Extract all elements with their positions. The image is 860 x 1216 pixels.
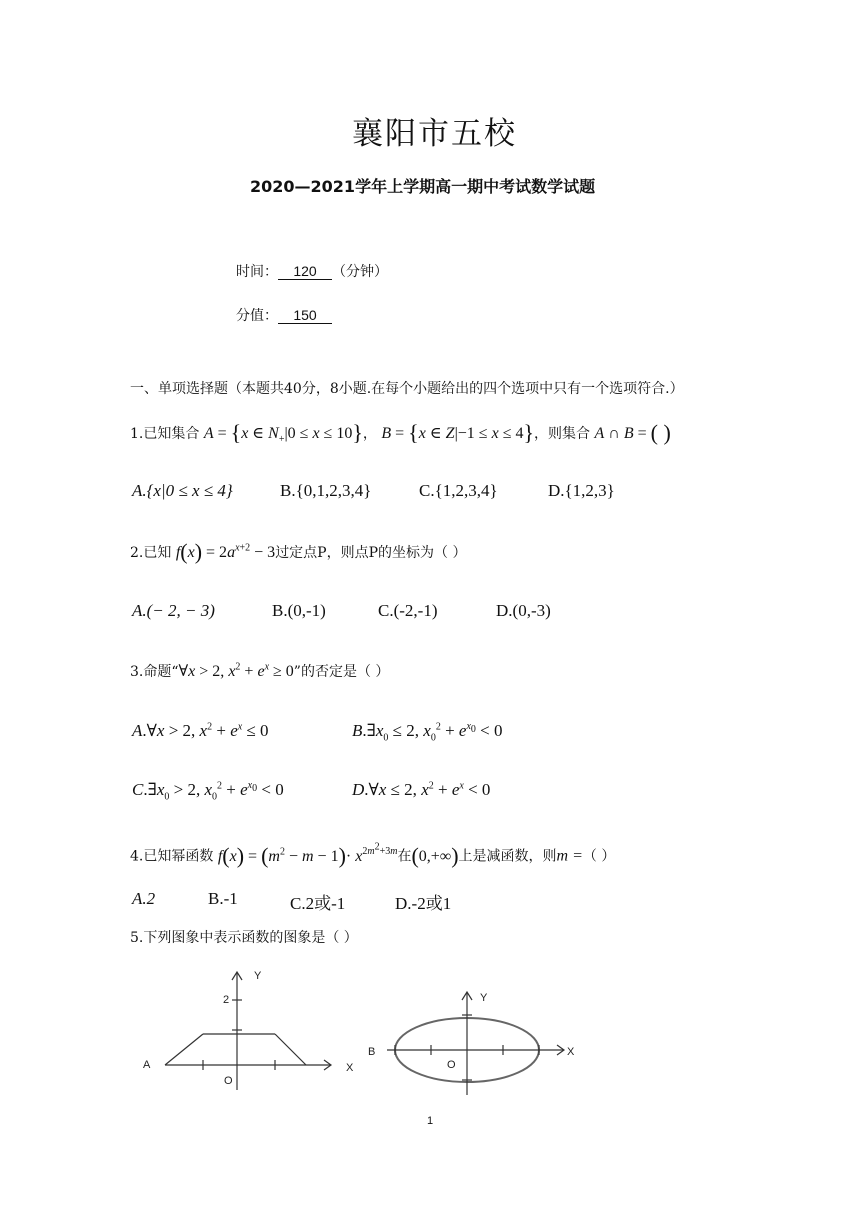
q2-option-c: C.(-2,-1) xyxy=(378,601,438,620)
q3-option-b: $B.\exists x_0 \le 2$, $x_0^2 + e^{x_0} < 0$ xyxy=(352,721,503,744)
score-value: 150 xyxy=(278,307,332,324)
graph-a-left-slope xyxy=(165,1034,203,1065)
q4-option-d: D.-2或1 xyxy=(395,894,452,913)
time-value: 120 xyxy=(278,263,332,280)
q4-interval: (0,+∞) xyxy=(411,842,459,868)
question-1 xyxy=(130,420,671,446)
graph-a-y-label: Y xyxy=(254,970,262,982)
q4-m-equals: m = xyxy=(556,847,583,865)
page-number: 1 xyxy=(427,1115,434,1127)
graph-b-origin: O xyxy=(447,1059,456,1071)
q1-comma: ， xyxy=(362,426,377,442)
time-label: 时间： xyxy=(236,264,278,280)
section-heading: 一、单项选择题（本题共40分，8小题.在每个小题给出的四个选项中只有一个选项符合.） xyxy=(130,381,684,397)
q1-tail: ，则集合 xyxy=(534,426,591,442)
q1-option-d: D.{1,2,3} xyxy=(548,481,615,500)
q1-option-c: C.{1,2,3,4} xyxy=(419,481,498,500)
q2-option-a: A.(− 2, − 3) xyxy=(132,601,215,620)
graph-a-right-slope xyxy=(275,1034,306,1065)
graph-b-y-label: Y xyxy=(480,992,488,1004)
graph-b-x-label: X xyxy=(567,1046,575,1058)
question-2 xyxy=(130,539,466,565)
exam-title: 2020—2021学年上学期高一期中考试数学试题 xyxy=(250,177,596,196)
q3-option-d: D.∀x ≤ 2, $x^2 + e^x < 0$ xyxy=(352,780,491,799)
q1-paren: ( ) xyxy=(650,420,671,445)
q4-tail: （ ） xyxy=(582,848,616,865)
q4-mid2: 上是减函数，则 xyxy=(458,848,557,865)
graph-a-x-label: X xyxy=(346,1062,354,1074)
graph-a-label: A xyxy=(143,1059,151,1071)
q2-tail: 过定点P，则点P的坐标为（ ） xyxy=(275,545,467,561)
q2-option-d: D.(0,-3) xyxy=(496,601,551,620)
q3-number: 3.命题“ xyxy=(130,664,179,680)
school-title: 襄阳市五校 xyxy=(352,116,517,152)
exam-time xyxy=(236,261,388,281)
q1-set-a: A = {x ∈ $N_+|0 \le x \le 10$} xyxy=(203,420,363,446)
q1-option-b: B.{0,1,2,3,4} xyxy=(280,481,372,500)
graph-b-label: B xyxy=(368,1046,376,1058)
graph-a-tick-label: 2 xyxy=(223,994,230,1006)
q3-proposition: ∀x > 2, $x^2 + e^x \ge 0$ xyxy=(178,661,294,680)
q4-option-b: B.-1 xyxy=(208,889,238,908)
q4-function: $f(x) = (m^2 - m - 1)\cdot x^{2m^2+3m}$ xyxy=(217,842,398,868)
q1-intersection: A ∩ B = xyxy=(594,425,651,442)
graph-a-origin: O xyxy=(224,1075,233,1087)
score-label: 分值： xyxy=(236,308,278,324)
q1-number: 1.已知集合 xyxy=(130,426,200,442)
exam-score xyxy=(236,305,332,325)
q1-option-a: A.{x|0 ≤ x ≤ 4} xyxy=(132,481,233,500)
q1-set-b: B = {x ∈ Z|−1 ≤ x ≤ 4} xyxy=(381,420,535,445)
q2-function: $f(x) = 2a^{x+2} - 3$ xyxy=(175,539,276,564)
q4-option-c: C.2或-1 xyxy=(290,894,346,913)
q4-number: 4.已知幂函数 xyxy=(130,848,214,865)
graph-a xyxy=(135,965,365,1095)
q2-number: 2.已知 xyxy=(130,545,172,561)
time-unit: （分钟） xyxy=(332,264,388,280)
q4-option-a: A.2 xyxy=(132,889,156,908)
q3-tail: ”的否定是（ ） xyxy=(293,664,390,680)
q3-option-a: A.∀x > 2, $x^2 + e^x \le 0$ xyxy=(132,721,269,740)
q4-mid: 在 xyxy=(397,848,412,865)
question-4 xyxy=(130,842,615,869)
question-5: 5.下列图象中表示函数的图象是（ ） xyxy=(130,930,358,946)
q2-option-b: B.(0,-1) xyxy=(272,601,326,620)
q3-option-c: $C.\exists x_0 > 2$, $x_0^2 + e^{x_0} < 0$ xyxy=(132,780,284,803)
graph-b xyxy=(365,985,585,1110)
question-3 xyxy=(130,661,389,681)
